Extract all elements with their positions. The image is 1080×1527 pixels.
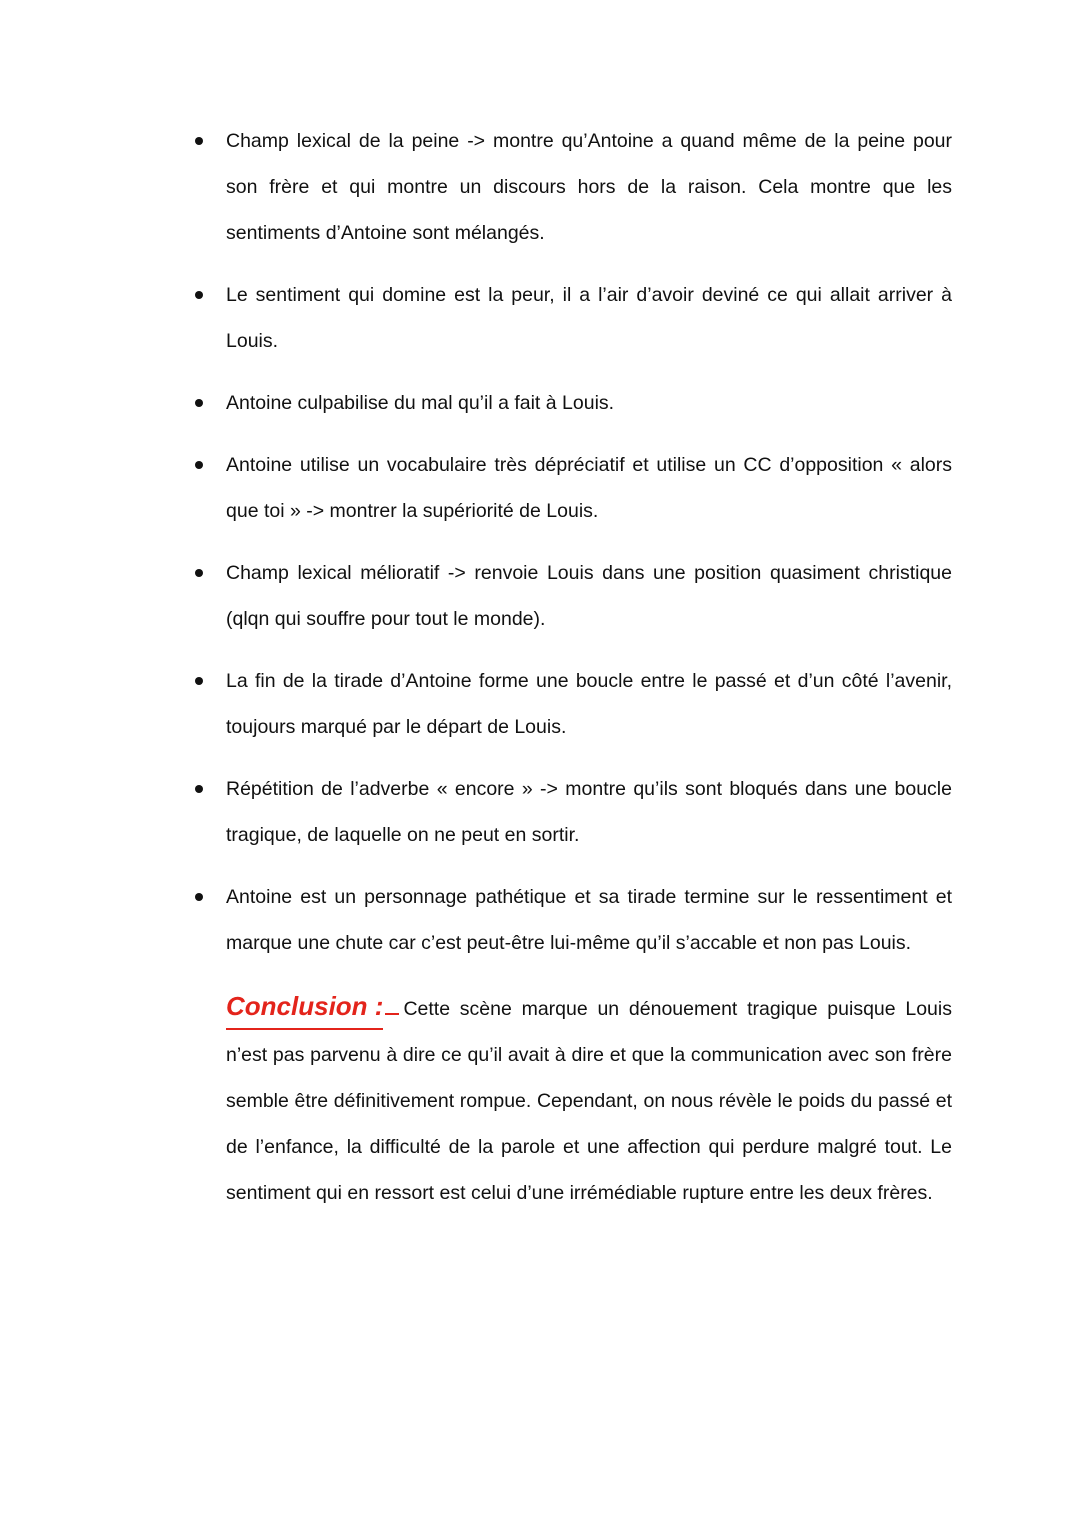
list-item-text: Antoine est un personnage pathétique et sa tirade termine sur le ressentiment et marque une chute car c’est peut-être lui-même qu’il s’accable et non pas Louis. (226, 886, 952, 954)
conclusion-text: Cette scène marque un dénouement tragique puisque Louis n’est pas parvenu à dire ce qu’il avait à dire et que la communication avec son frère semble être définitivement rompue. Cependant, on nous révèle le poids du passé et de l’enfance, la difficulté de la parole et une affection qui perdure malgré tout. Le sentiment qui en ressort est celui d’une irrémédiable rupture entre les deux frères. (226, 998, 952, 1204)
list-item-text: Antoine culpabilise du mal qu’il a fait à Louis. (226, 392, 615, 414)
bullet-dot-icon (195, 399, 203, 407)
list-item (0, 118, 1080, 256)
list-item (0, 766, 1080, 858)
bullet-dot-icon (195, 677, 203, 685)
bullet-dot-icon (195, 893, 203, 901)
list-item-text: Champ lexical mélioratif -> renvoie Louis dans une position quasiment christique (qlqn qui souffre pour tout le monde). (226, 562, 952, 630)
heading-underline (385, 1011, 399, 1015)
list-item (0, 272, 1080, 364)
bullet-dot-icon (195, 291, 203, 299)
bullet-list (0, 118, 1080, 982)
list-item-text: Antoine utilise un vocabulaire très dépréciatif et utilise un CC d’opposition « alors que toi » -> montrer la supériorité de Louis. (226, 454, 952, 522)
conclusion-heading: Conclusion : (226, 984, 383, 1030)
bullet-dot-icon (195, 461, 203, 469)
list-item-text: Le sentiment qui domine est la peur, il a l’air d’avoir deviné ce qui allait arriver à Louis. (226, 284, 952, 352)
list-item (0, 550, 1080, 642)
list-item-text: Répétition de l’adverbe « encore » -> montre qu’ils sont bloqués dans une boucle tragique, de laquelle on ne peut en sortir. (226, 778, 952, 846)
list-item (0, 658, 1080, 750)
bullet-dot-icon (195, 137, 203, 145)
list-item-text: La fin de la tirade d’Antoine forme une boucle entre le passé et d’un côté l’avenir, toujours marqué par le départ de Louis. (226, 670, 952, 738)
bullet-dot-icon (195, 785, 203, 793)
list-item (0, 442, 1080, 534)
list-item-text: Champ lexical de la peine -> montre qu’Antoine a quand même de la peine pour son frère et qui montre un discours hors de la raison. Cela montre que les sentiments d’Antoine sont mélangés. (226, 130, 952, 244)
list-item (0, 874, 1080, 966)
conclusion-paragraph (226, 984, 952, 1216)
bullet-dot-icon (195, 569, 203, 577)
list-item (0, 380, 1080, 426)
